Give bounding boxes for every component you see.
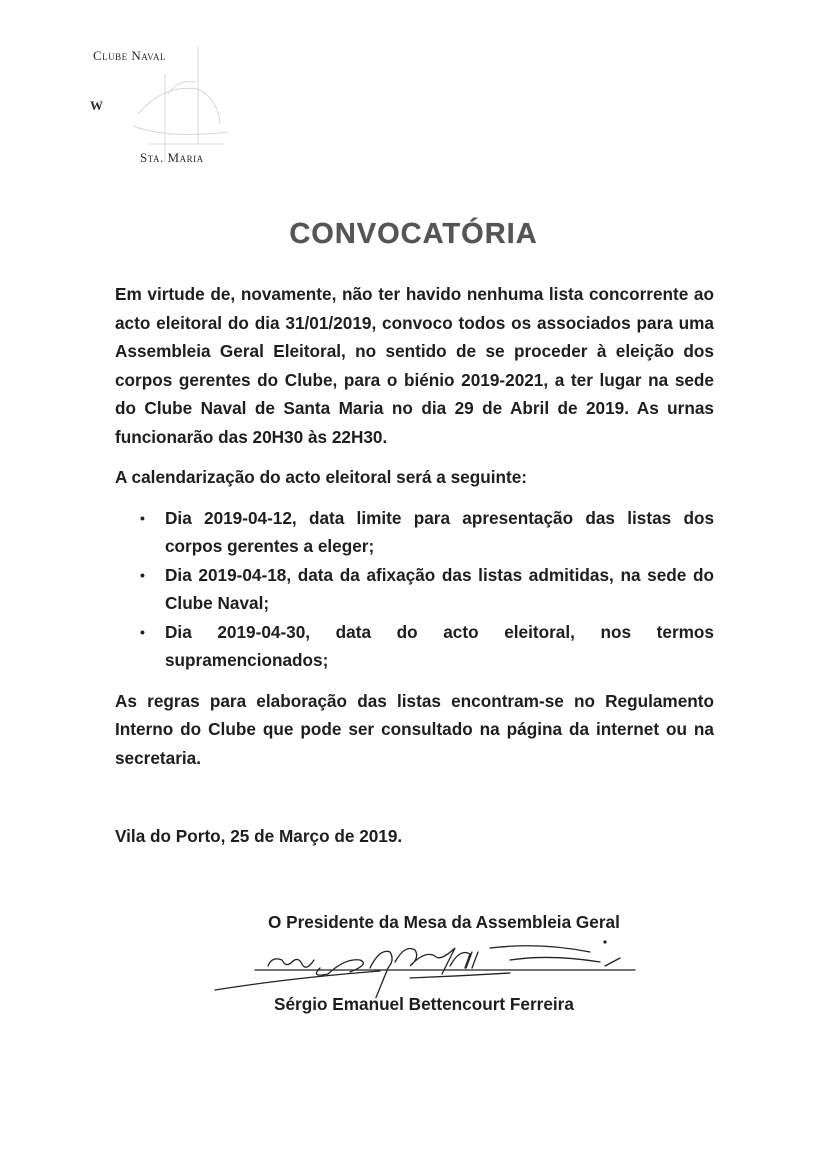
- schedule-item: [140, 618, 714, 675]
- signatory-name: Sérgio Emanuel Bettencourt Ferreira: [274, 994, 574, 1014]
- schedule-item-text: Dia 2019-04-12, data limite para apresentação das listas dos corpos gerentes a eleger;: [165, 507, 714, 556]
- letterhead-mark: W: [90, 98, 104, 113]
- schedule-item-text: Dia 2019-04-30, data do acto eleitoral, nos termos supramencionados;: [165, 621, 714, 670]
- schedule-intro: A calendarização do acto eleitoral será a seguinte:: [115, 467, 528, 487]
- place-date: Vila do Porto, 25 de Março de 2019.: [115, 826, 403, 846]
- bullet-icon: •: [140, 566, 145, 583]
- letterhead: [88, 44, 248, 174]
- document-title: CONVOCATÓRIA: [289, 218, 538, 250]
- schedule-item: [140, 561, 714, 618]
- signature-block: [210, 908, 650, 1028]
- schedule-list: [115, 504, 714, 675]
- letterhead-club-name: Clube Naval: [93, 48, 166, 63]
- letterhead-location: Sta. Maria: [140, 150, 204, 165]
- bullet-icon: •: [140, 509, 145, 526]
- signatory-role: O Presidente da Mesa da Assembleia Geral: [268, 912, 620, 932]
- schedule-item: [140, 504, 714, 561]
- document-body: [115, 280, 714, 772]
- handwritten-signature-icon: [210, 938, 650, 998]
- rules-paragraph: As regras para elaboração das listas encontram-se no Regulamento Interno do Clube que pode ser consultado na página da internet ou na secretaria.: [115, 690, 714, 768]
- schedule-item-text: Dia 2019-04-18, data da afixação das listas admitidas, na sede do Clube Naval;: [165, 564, 714, 613]
- bullet-icon: •: [140, 623, 145, 640]
- intro-paragraph: Em virtude de, novamente, não ter havido nenhuma lista concorrente ao acto eleitoral do dia 31/01/2019, convoco todos os associados para uma Assembleia Geral Eleitoral, no sentido de se proceder à eleição dos corpos gerentes do Clube, para o biénio 2019-2021, a ter lugar na sede do Clube Naval de Santa Maria no dia 29 de Abril de 2019. As urnas funcionarão das 20H30 às 22H30.: [115, 284, 714, 447]
